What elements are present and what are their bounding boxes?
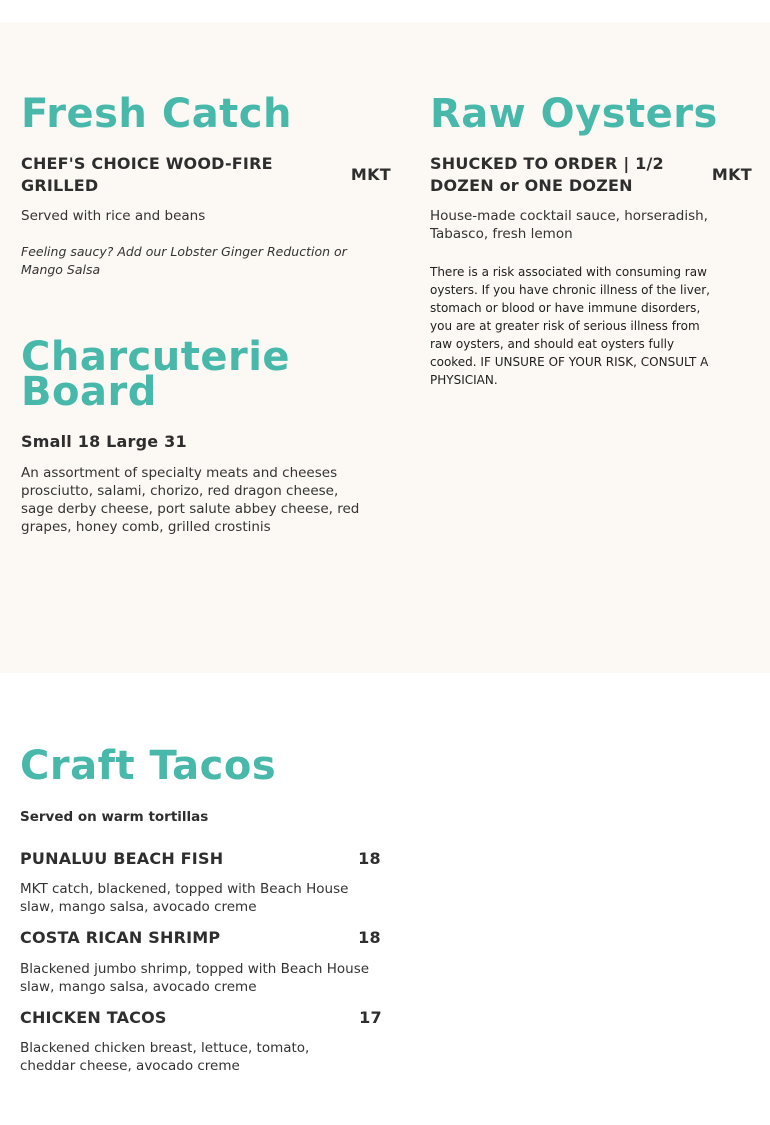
raw-oysters-description: House-made cocktail sauce, horseradish, Tabasco, fresh lemon: [430, 208, 708, 242]
fresh-catch-price: MKT: [350, 165, 391, 184]
raw-oysters-warning: There is a risk associated with consuming raw oysters. If you have chronic illness of the liver, stomach or blood or have immune disorders, you are at greater risk of serious illness from raw oysters, and should eat oysters fully cooked. IF UNSURE OF YOUR RISK, CONSULT A PHYSICIAN.: [430, 265, 710, 387]
fresh-catch-item-name: CHEF'S CHOICE WOOD-FIRE GRILLED: [21, 154, 273, 195]
charcuterie-heading-line2: Board: [21, 369, 157, 415]
craft-tacos-heading: Craft Tacos: [20, 743, 277, 789]
raw-oysters-item-name: SHUCKED TO ORDER | 1/2 DOZEN or ONE DOZEN: [430, 154, 664, 195]
taco-item-description: Blackened jumbo shrimp, topped with Beach House slaw, mango salsa, avocado creme: [20, 961, 370, 995]
charcuterie-heading-line1: Charcuterie: [21, 334, 291, 380]
taco-item-name: CHICKEN TACOS: [20, 1008, 167, 1027]
taco-item-price: 17: [359, 1008, 382, 1027]
taco-item-description: Blackened chicken breast, lettuce, tomato, cheddar cheese, avocado creme: [20, 1040, 310, 1074]
fresh-catch-note: Feeling saucy? Add our Lobster Ginger Reduction or Mango Salsa: [21, 244, 347, 277]
charcuterie-description: An assortment of specialty meats and cheeses prosciutto, salami, chorizo, red dragon cheese, sage derby cheese, port salute abbey cheese, red grapes, honey comb, grilled crostinis: [21, 465, 360, 535]
taco-item-description: MKT catch, blackened, topped with Beach House slaw, mango salsa, avocado creme: [20, 881, 349, 915]
charcuterie-sizes: Small 18 Large 31: [21, 432, 187, 451]
craft-tacos-subtitle: Served on warm tortillas: [20, 809, 209, 825]
raw-oysters-heading: Raw Oysters: [430, 91, 718, 137]
fresh-catch-description: Served with rice and beans: [21, 208, 206, 224]
raw-oysters-price: MKT: [711, 165, 752, 184]
fresh-catch-heading: Fresh Catch: [21, 91, 292, 137]
taco-item-price: 18: [358, 928, 381, 947]
taco-item-price: 18: [358, 849, 381, 868]
taco-item-name: PUNALUU BEACH FISH: [20, 849, 224, 868]
taco-item-name: COSTA RICAN SHRIMP: [20, 928, 221, 947]
